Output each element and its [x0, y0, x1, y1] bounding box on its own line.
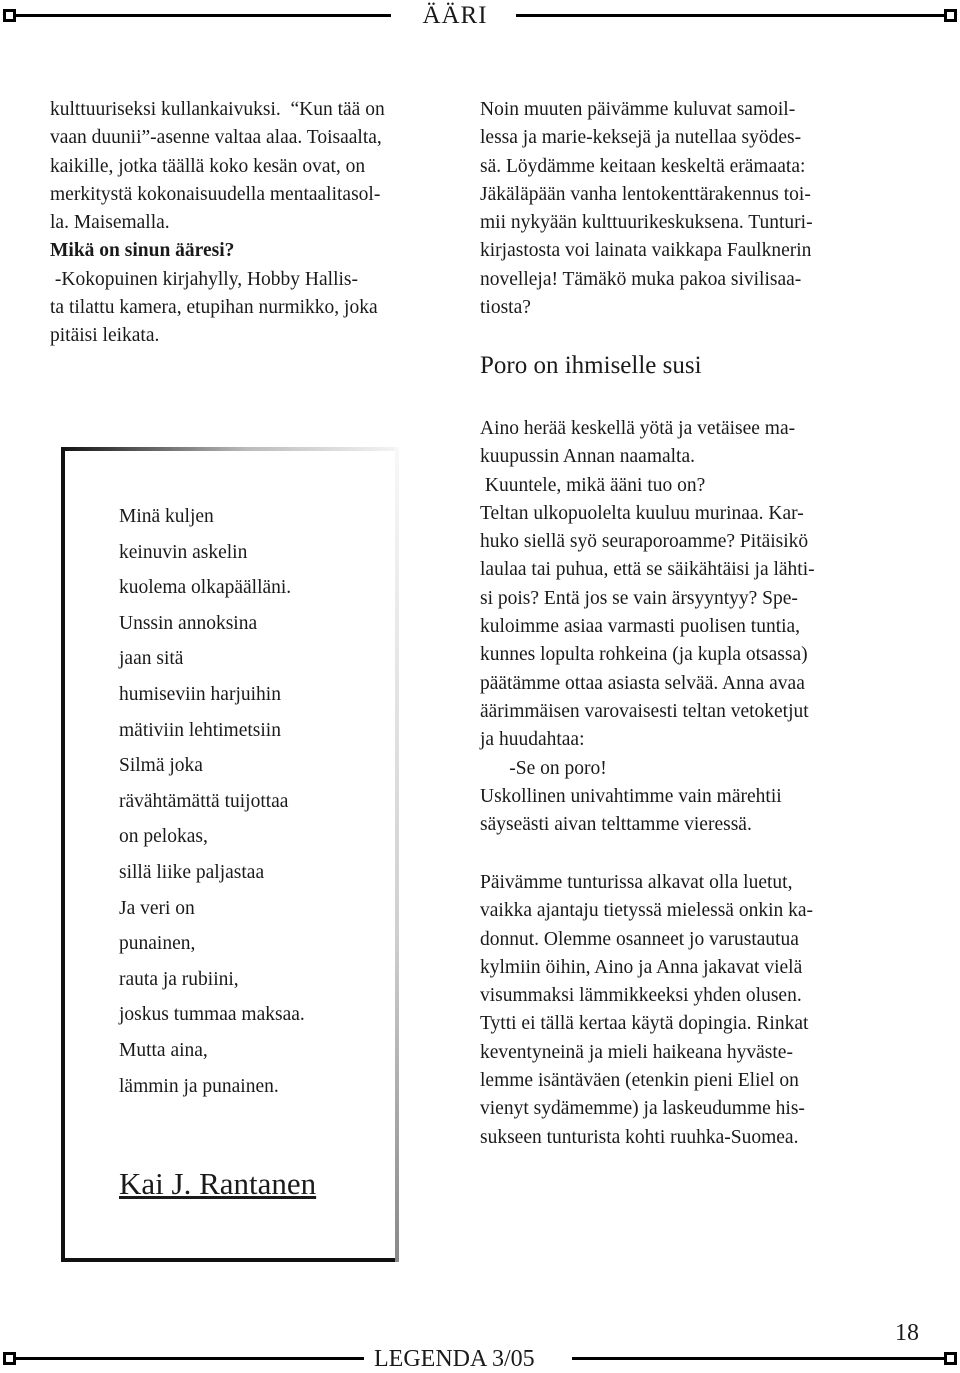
header-ornament-left [3, 9, 16, 22]
paragraph-line: vienyt sydämemme) ja laskeudumme his- [480, 1098, 805, 1120]
paragraph-line: mii nykyään kulttuurikeskuksena. Tunturi- [480, 212, 813, 234]
paragraph-line: sukseen tunturista kohti ruuhka-Suomea. [480, 1126, 799, 1148]
footer-rule-right [572, 1357, 944, 1360]
paragraph-line: merkitystä kokonaisuudella mentaalitasol- [50, 183, 381, 205]
paragraph-line: novelleja! Tämäkö muka pakoa sivilisaa- [480, 268, 802, 290]
section-heading: Poro on ihmiselle susi [480, 352, 702, 379]
paragraph-line: keventyneinä ja mieli haikeana hyväste- [480, 1041, 793, 1063]
poem-line: Silmä joka [119, 755, 203, 777]
paragraph-line: kylmiin öihin, Aino ja Anna jakavat vielä [480, 956, 803, 978]
paragraph-line: -Kokopuinen kirjahylly, Hobby Hallis- [50, 268, 358, 290]
paragraph-line: lessa ja marie-keksejä ja nutellaa syödes- [480, 127, 802, 149]
footer-ornament-left [3, 1352, 16, 1365]
paragraph-line: Uskollinen univahtimme vain märehtii [480, 785, 782, 807]
paragraph-line: Noin muuten päivämme kuluvat samoil- [480, 99, 796, 120]
running-head: ÄÄRI [422, 2, 488, 29]
paragraph-line: päätämme ottaa asiasta selvää. Anna avaa [480, 672, 805, 694]
paragraph-line: Kuuntele, mikä ääni tuo on? [480, 474, 706, 496]
paragraph-line: vaan duunii”-asenne valtaa alaa. Toisaalta, [50, 127, 382, 149]
paragraph-line: si pois? Entä jos se vain ärsyyntyy? Spe- [480, 587, 798, 609]
poem [119, 499, 305, 1104]
paragraph-line: kaikille, jotka täällä koko kesän ovat, on [50, 155, 366, 177]
page-number: 18 [895, 1320, 919, 1346]
paragraph-line: kunnes lopulta rohkeina (ja kupla otsassa) [480, 644, 808, 666]
interview-question: Mikä on sinun ääresi? [50, 240, 235, 262]
poem-line: joskus tummaa maksaa. [119, 1004, 305, 1026]
header-rule-left [16, 14, 391, 17]
header-rule-right [516, 14, 944, 17]
right-column-closing [480, 869, 813, 1152]
poem-line: punainen, [119, 933, 196, 955]
paragraph-line: äärimmäisen varovaisesti teltan vetoketjut [480, 700, 809, 722]
paragraph-line: Tytti ei tällä kertaa käytä dopingia. Rinkat [480, 1013, 809, 1035]
poem-line: Ja veri on [119, 897, 195, 919]
poem-line: lämmin ja punainen. [119, 1075, 279, 1097]
poem-line: mätiviin lehtimetsiin [119, 719, 281, 741]
poem-line: rauta ja rubiini, [119, 968, 239, 990]
poem-line: jaan sitä [119, 648, 184, 670]
paragraph-line: kulttuuriseksi kullankaivuksi. “Kun tää on [50, 99, 385, 120]
paragraph-line: visummaksi lämmikkeeksi yhden olusen. [480, 985, 802, 1007]
poem-frame-right-edge [395, 447, 399, 1262]
poem-line: Minä kuljen [119, 506, 214, 527]
paragraph-line: la. Maisemalla. [50, 212, 170, 234]
paragraph-line: kuupussin Annan naamalta. [480, 446, 696, 468]
paragraph-line: vaikka ajantaju tietyssä mielessä onkin ka- [480, 900, 814, 922]
paragraph-line: ja huudahtaa: [480, 729, 585, 751]
poem-author: Kai J. Rantanen [119, 1166, 317, 1201]
paragraph-line: donnut. Olemme osanneet jo varustautua [480, 928, 799, 950]
paragraph-line: huko siellä syö seuraporoamme? Pitäisikö [480, 531, 809, 553]
poem-line: rävähtämättä tuijottaa [119, 790, 289, 812]
paragraph-line: lemme isäntäväen (etenkin pieni Eliel on [480, 1070, 799, 1092]
poem-frame-top-edge [61, 447, 399, 451]
poem-line: Mutta aina, [119, 1039, 208, 1061]
poem-line: keinuvin askelin [119, 541, 248, 563]
publication-name: LEGENDA 3/05 [374, 1346, 535, 1372]
paragraph-line: tiosta? [480, 297, 531, 319]
footer-ornament-right [944, 1352, 957, 1365]
paragraph-line: säyseästi aivan telttamme vieressä. [480, 814, 752, 836]
right-column-intro [480, 96, 813, 322]
paragraph-line: Aino herää keskellä yötä ja vetäisee ma- [480, 418, 796, 439]
poem-line: sillä liike paljastaa [119, 861, 265, 883]
paragraph-line: Jäkäläpään vanha lentokenttärakennus toi- [480, 183, 811, 205]
paragraph-line: kirjastosta voi lainata vaikkapa Faulknerin [480, 240, 812, 262]
poem-line: kuolema olkapäälläni. [119, 577, 292, 599]
paragraph-line: Päivämme tunturissa alkavat olla luetut, [480, 872, 793, 893]
paragraph-line: laulaa tai puhua, että se säikähtäisi ja lähti- [480, 559, 815, 581]
paragraph-line: Teltan ulkopuolelta kuuluu murinaa. Kar- [480, 502, 804, 524]
paragraph-line: pitäisi leikata. [50, 325, 160, 347]
poem-line: Unssin annoksina [119, 612, 258, 634]
right-column-story [480, 415, 815, 839]
paragraph-line: kuloimme asiaa varmasti puolisen tuntia, [480, 616, 801, 638]
poem-line: on pelokas, [119, 826, 208, 848]
paragraph-line: -Se on poro! [480, 757, 607, 779]
left-column [50, 96, 385, 351]
paragraph-line: ta tilattu kamera, etupihan nurmikko, joka [50, 297, 378, 319]
poem-line: humiseviin harjuihin [119, 683, 281, 705]
header-ornament-right [944, 9, 957, 22]
footer-rule-left [16, 1357, 364, 1360]
paragraph-line: sä. Löydämme keitaan keskeltä erämaata: [480, 155, 806, 177]
